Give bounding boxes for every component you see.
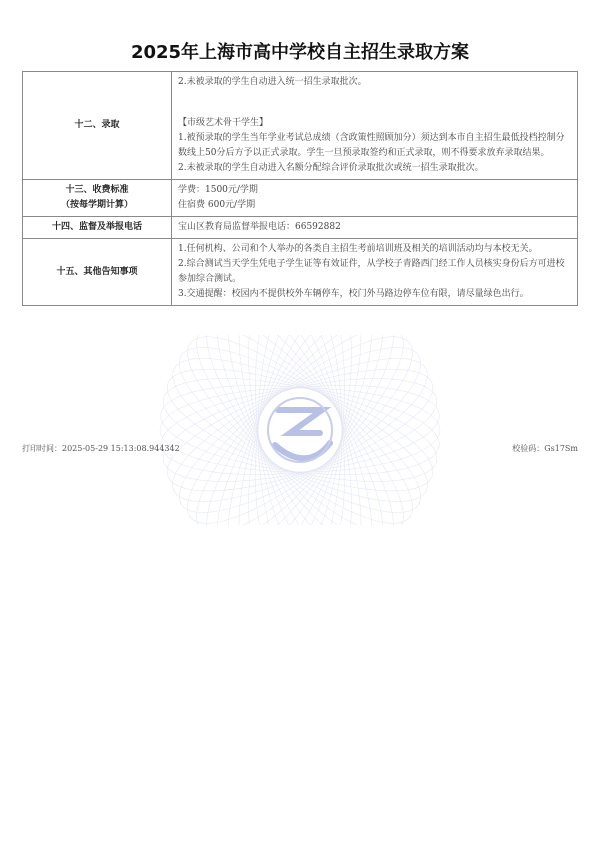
section-12-item-1: 2.未被录取的学生自动进入统一招生录取批次。 bbox=[178, 77, 367, 87]
print-time: 打印时间：2025-05-29 15:13:08.944342 bbox=[22, 444, 180, 453]
section-15-item-1: 1.任何机构、公司和个人举办的各类自主招生考前培训班及相关的培训活动均与本校无关。 bbox=[178, 244, 538, 254]
section-12-label: 十二、录取 bbox=[23, 72, 172, 180]
admission-table bbox=[22, 71, 578, 306]
section-13-label-line-1: 十三、收费标准 bbox=[65, 185, 129, 195]
section-12-content bbox=[172, 72, 578, 180]
section-12-heading: 【市级艺术骨干学生】 bbox=[178, 118, 269, 128]
lodging-fee: 住宿费 600元/学期 bbox=[178, 200, 256, 210]
section-12-item-2: 1.被预录取的学生当年学业考试总成绩（含政策性照顾加分）须达到本市自主招生最低投档控制分数线上50分后方予以正式录取。学生一旦预录取签约和正式录取，则不得要求放弃录取结果。 bbox=[178, 133, 565, 158]
section-15-content bbox=[172, 239, 578, 306]
supervision-phone: 宝山区教育局监督举报电话：66592882 bbox=[172, 217, 578, 239]
section-12-item-3: 2.未被录取的学生自动进入名额分配综合评价录取批次或统一招生录取批次。 bbox=[178, 163, 484, 173]
section-13-content bbox=[172, 180, 578, 217]
check-code: 校验码：Gs17Sm bbox=[512, 444, 578, 453]
section-15-label: 十五、其他告知事项 bbox=[23, 239, 172, 306]
section-15-row bbox=[23, 239, 578, 306]
section-15-item-2: 2.综合测试当天学生凭电子学生证等有效证件，从学校子青路西门经工作人员核实身份后方可进校参加综合测试。 bbox=[178, 259, 565, 284]
section-14-row bbox=[23, 217, 578, 239]
page-title: 2025年上海市高中学校自主招生录取方案 bbox=[130, 42, 470, 63]
section-14-label: 十四、监督及举报电话 bbox=[23, 217, 172, 239]
section-13-label bbox=[23, 180, 172, 217]
section-12-row bbox=[23, 72, 578, 180]
section-15-item-3: 3.交通提醒：校园内不提供校外车辆停车，校门外马路边停车位有限，请尽量绿色出行。 bbox=[178, 289, 529, 299]
section-13-row bbox=[23, 180, 578, 217]
watermark-seal-icon bbox=[150, 335, 450, 525]
tuition-fee: 学费：1500元/学期 bbox=[178, 185, 258, 195]
section-13-label-line-2: （按每学期计算） bbox=[60, 200, 133, 210]
